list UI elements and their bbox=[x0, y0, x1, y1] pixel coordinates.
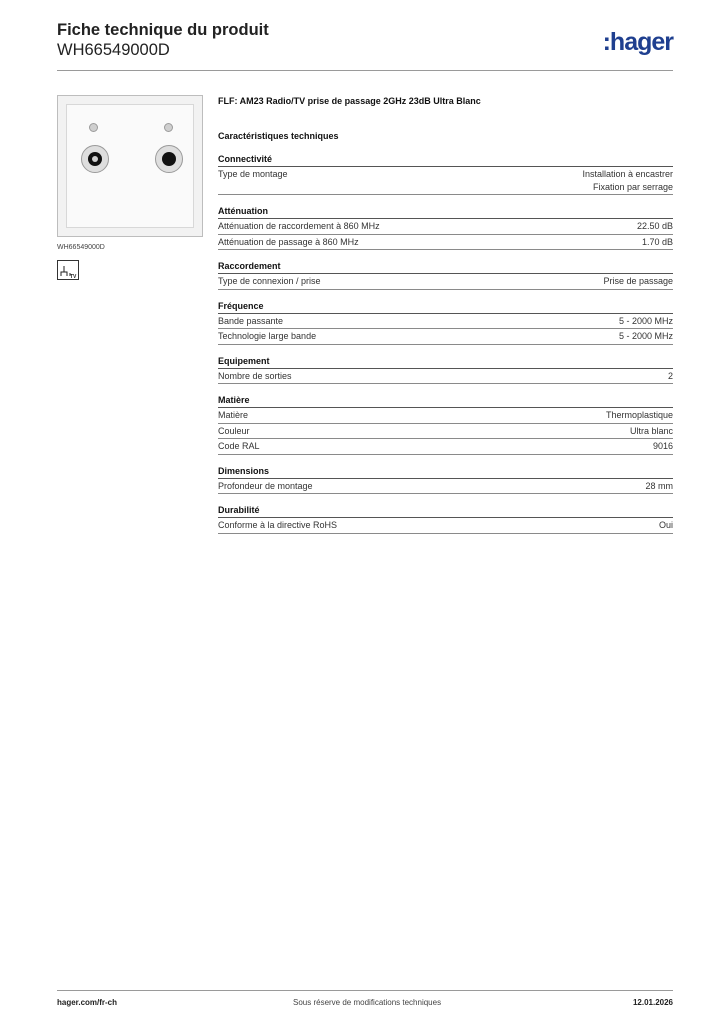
spec-value bbox=[642, 236, 673, 249]
section-title: Dimensions bbox=[218, 465, 270, 476]
spec-value bbox=[619, 330, 673, 343]
technical-characteristics-heading: Caractéristiques techniques bbox=[218, 131, 339, 141]
page-header bbox=[57, 20, 673, 70]
spec-value-line: 5 - 2000 MHz bbox=[618, 331, 673, 341]
spec-sections bbox=[218, 153, 673, 534]
spec-section bbox=[218, 153, 673, 195]
spec-section bbox=[218, 465, 673, 495]
spec-label: Nombre de sorties bbox=[218, 370, 292, 381]
section-title: Durabilité bbox=[218, 505, 260, 515]
spec-label: Profondeur de montage bbox=[218, 480, 313, 491]
spec-row bbox=[218, 167, 673, 195]
spec-row bbox=[218, 439, 673, 455]
section-title: Fréquence bbox=[218, 300, 264, 311]
spec-value bbox=[637, 220, 673, 233]
spec-value bbox=[659, 519, 673, 532]
spec-value-line: 28 mm bbox=[645, 480, 673, 491]
spec-label: Couleur bbox=[218, 425, 250, 436]
section-title: Raccordement bbox=[218, 261, 281, 271]
footer-divider bbox=[57, 990, 673, 991]
specifications-column bbox=[218, 94, 673, 534]
spec-value bbox=[582, 168, 673, 193]
spec-row bbox=[218, 219, 673, 235]
spec-section bbox=[218, 260, 673, 290]
spec-row bbox=[218, 274, 673, 290]
spec-row bbox=[218, 314, 673, 330]
spec-value-line: 22.50 dB bbox=[636, 221, 673, 231]
spec-section bbox=[218, 205, 673, 250]
spec-value bbox=[645, 480, 673, 493]
spec-value bbox=[603, 275, 673, 288]
spec-value bbox=[619, 315, 673, 328]
symbol-label: TV bbox=[70, 274, 77, 280]
socket-plate bbox=[66, 104, 194, 228]
spec-value-line: Installation à encastrer bbox=[582, 169, 673, 179]
spec-value-line: Thermoplastique bbox=[605, 410, 673, 420]
hager-logo: :hager bbox=[602, 28, 673, 56]
spec-row bbox=[218, 329, 673, 345]
spec-section bbox=[218, 355, 673, 385]
tv-antenna-symbol bbox=[57, 260, 79, 280]
spec-value bbox=[606, 409, 673, 422]
spec-row bbox=[218, 369, 673, 385]
spec-value-line: 1.70 dB bbox=[641, 236, 673, 247]
footer-note: Sous réserve de modifications techniques bbox=[293, 998, 442, 1007]
spec-row bbox=[218, 408, 673, 424]
spec-row bbox=[218, 518, 673, 534]
coax-socket-male bbox=[155, 145, 183, 173]
image-caption: WH66549000D bbox=[57, 244, 105, 251]
screw-icon bbox=[89, 123, 98, 132]
product-code: WH66549000D bbox=[57, 41, 170, 59]
header-divider bbox=[57, 70, 673, 71]
spec-value bbox=[668, 370, 673, 383]
spec-label: Type de connexion / prise bbox=[218, 276, 321, 286]
spec-value bbox=[653, 440, 673, 453]
spec-value-line: Ultra blanc bbox=[629, 425, 673, 436]
spec-label: Type de montage bbox=[218, 169, 288, 179]
spec-label: Conforme à la directive RoHS bbox=[218, 520, 338, 530]
spec-value bbox=[630, 425, 673, 438]
spec-section bbox=[218, 394, 673, 455]
spec-row bbox=[218, 235, 673, 251]
spec-value-line: 9016 bbox=[652, 441, 673, 451]
spec-row bbox=[218, 479, 673, 495]
document-title: Fiche technique du produit bbox=[57, 21, 269, 39]
footer-date: 12.01.2026 bbox=[632, 998, 673, 1007]
product-image bbox=[57, 95, 203, 237]
spec-value-line: 5 - 2000 MHz bbox=[618, 315, 673, 326]
screw-icon bbox=[164, 123, 173, 132]
spec-label: Matière bbox=[218, 410, 249, 420]
section-title: Connectivité bbox=[218, 154, 273, 164]
spec-label: Atténuation de passage à 860 MHz bbox=[218, 236, 359, 247]
spec-section bbox=[218, 504, 673, 534]
product-visual-column bbox=[57, 95, 203, 280]
product-name: FLF: AM23 Radio/TV prise de passage 2GHz 23dB Ultra Blanc bbox=[218, 96, 481, 106]
spec-value-line: Fixation par serrage bbox=[592, 181, 673, 192]
section-title: Equipement bbox=[218, 355, 270, 366]
spec-label: Bande passante bbox=[218, 315, 284, 326]
spec-label: Atténuation de raccordement à 860 MHz bbox=[218, 221, 380, 231]
antenna-icon bbox=[58, 261, 80, 281]
spec-value-line: Oui bbox=[658, 520, 673, 530]
spec-row bbox=[218, 424, 673, 440]
section-title: Matière bbox=[218, 395, 250, 405]
coax-socket-female bbox=[81, 145, 109, 173]
spec-value-line: 2 bbox=[667, 370, 673, 381]
spec-label: Code RAL bbox=[218, 441, 260, 451]
spec-value-line: Prise de passage bbox=[603, 276, 673, 286]
footer-url[interactable]: hager.com/fr-ch bbox=[57, 998, 118, 1007]
spec-label: Technologie large bande bbox=[218, 331, 317, 341]
section-title: Atténuation bbox=[218, 206, 268, 216]
spec-section bbox=[218, 300, 673, 345]
